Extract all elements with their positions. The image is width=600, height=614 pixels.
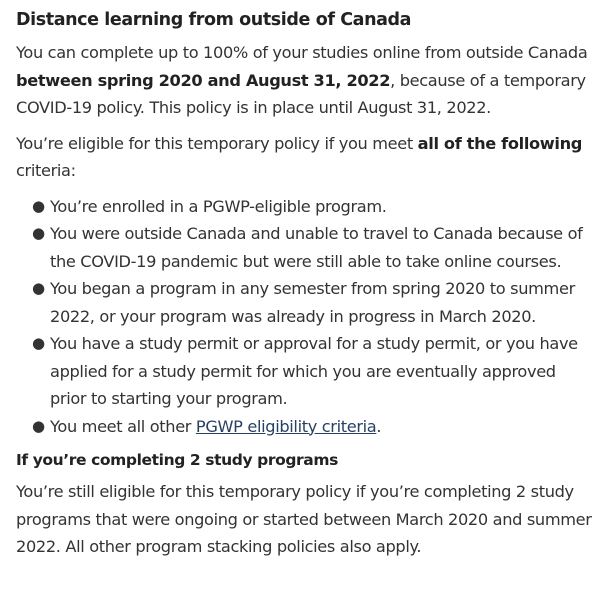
eligibility-paragraph [16, 130, 592, 185]
list-item [32, 330, 592, 413]
criterion-text: You were outside Canada and unable to travel to Canada because of the COVID-19 pandemic but were still able to take online courses. [50, 224, 583, 271]
bullet-icon: ● [32, 416, 45, 435]
criterion-text-before-link: You meet all other [50, 416, 196, 436]
eligibility-emphasis: all of the following [417, 133, 583, 153]
bullet-icon: ● [32, 279, 45, 297]
two-programs-paragraph: You’re still eligible for this temporary policy if you’re completing 2 study programs that were ongoing or started between March 2020 and summer 2022. All other program stacking policies also apply. [16, 482, 592, 556]
criteria-list [16, 193, 592, 441]
bullet-icon: ● [32, 334, 45, 352]
intro-paragraph [16, 39, 592, 122]
section-heading-distance-learning: Distance learning from outside of Canada [16, 10, 412, 30]
list-item [32, 193, 592, 221]
eligibility-text-before: You’re eligible for this temporary policy if you meet [16, 133, 418, 153]
criterion-text-after-link: . [376, 416, 382, 436]
section-heading-two-programs: If you’re completing 2 study programs [16, 451, 338, 469]
list-item [32, 220, 592, 275]
list-item [32, 275, 592, 330]
list-item [32, 413, 592, 441]
criterion-text: You began a program in any semester from spring 2020 to summer 2022, or your program was already in progress in March 2020. [50, 279, 575, 326]
intro-date-range: between spring 2020 and August 31, 2022 [16, 70, 391, 90]
intro-text-after: , because of a temporary COVID-19 policy. This policy is in place until August 31, 2022. [16, 70, 586, 117]
intro-text-before: You can complete up to 100% of your studies online from outside Canada [16, 43, 588, 62]
bullet-icon: ● [32, 196, 45, 215]
bullet-icon: ● [32, 224, 45, 242]
eligibility-text-after: criteria: [16, 161, 76, 180]
pgwp-eligibility-criteria-link[interactable]: PGWP eligibility criteria [195, 416, 377, 436]
criterion-text: You’re enrolled in a PGWP-eligible program. [50, 196, 387, 216]
criterion-text: You have a study permit or approval for a study permit, or you have applied for a study permit for which you are eventually approved prior to starting your program. [50, 334, 578, 408]
